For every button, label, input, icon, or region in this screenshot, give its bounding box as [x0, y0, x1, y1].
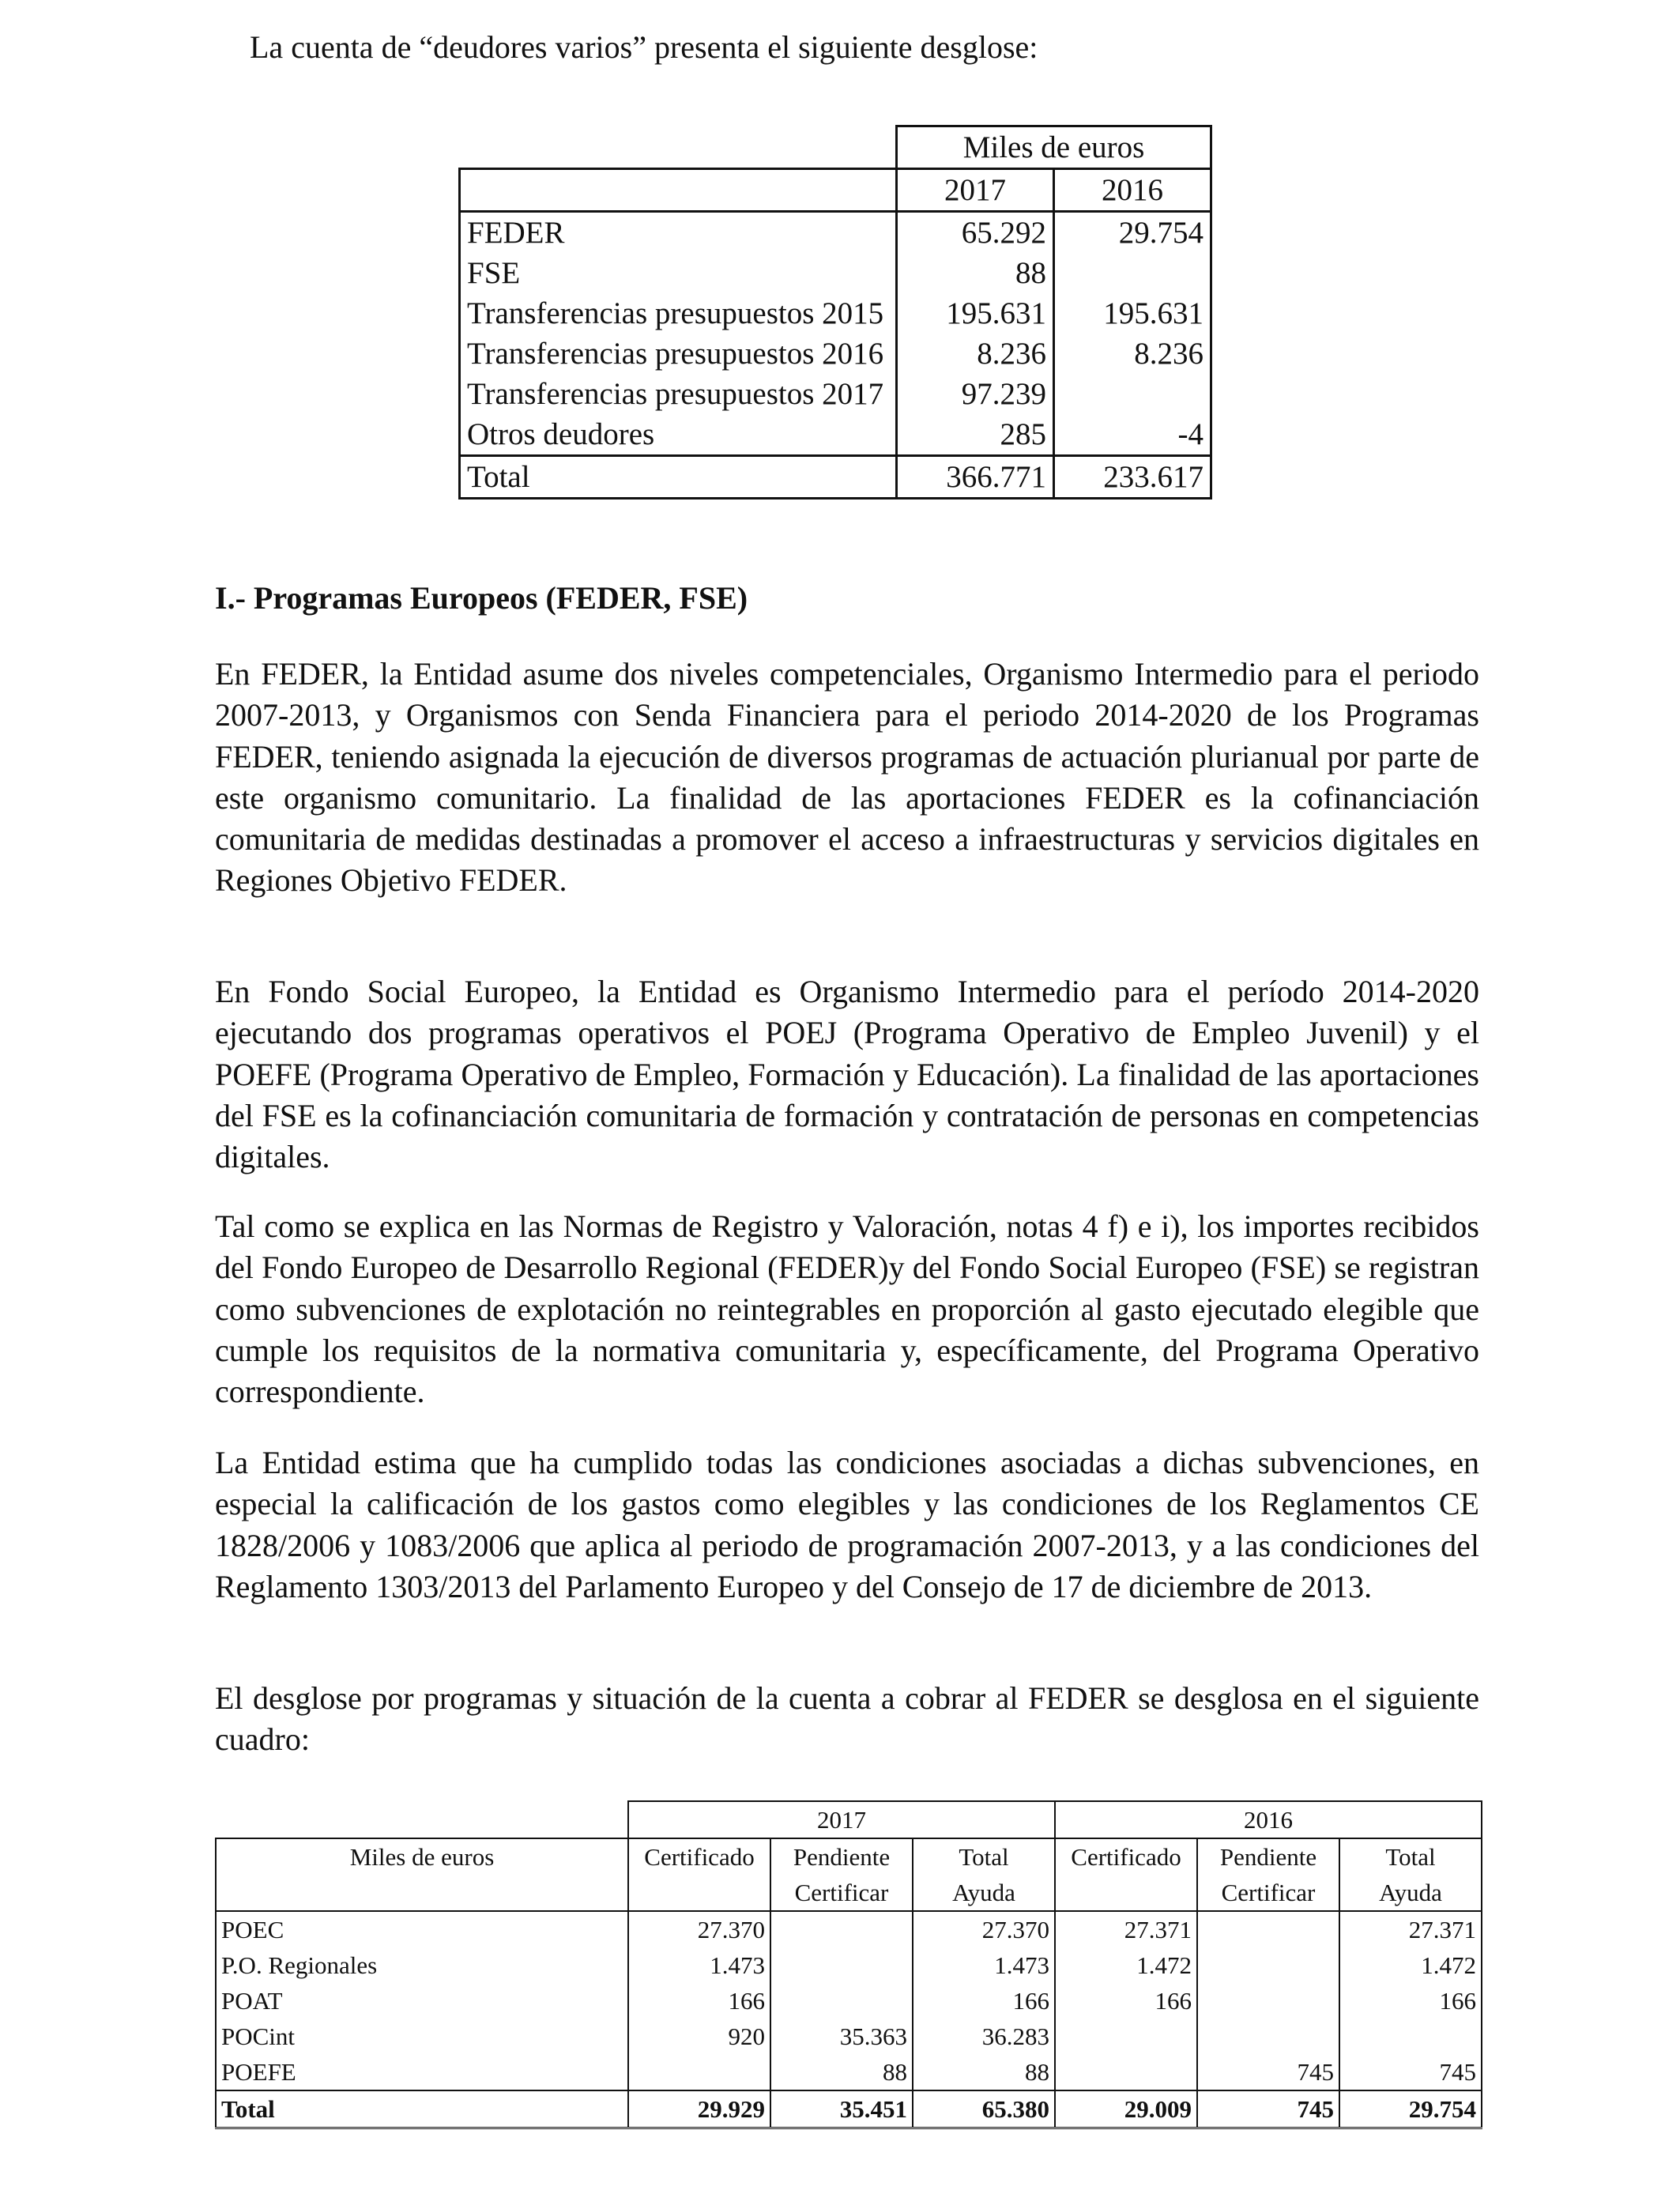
deudores-varios-table: [458, 125, 1212, 499]
row-cell: 88: [913, 2054, 1055, 2090]
row-cell: [628, 2054, 770, 2090]
row-cell: [770, 1983, 913, 2019]
row-cell: 166: [628, 1983, 770, 2019]
row-cell: 1.472: [1055, 1947, 1197, 1983]
row-cell: 27.370: [628, 1911, 770, 1947]
row-label: POAT: [216, 1983, 628, 2019]
col-header: Certificado: [1055, 1838, 1197, 1875]
row-cell: 745: [1339, 2054, 1482, 2090]
row-value-2017: 65.292: [897, 212, 1054, 254]
col-header: Ayuda: [1339, 1875, 1482, 1911]
row-cell: 920: [628, 2019, 770, 2054]
col-header: Pendiente: [1197, 1838, 1339, 1875]
table-row: [216, 1983, 1482, 2019]
row-value-2016: 8.236: [1054, 334, 1211, 374]
table-row: [460, 374, 1211, 414]
row-value-2017: 97.239: [897, 374, 1054, 414]
col-header: Pendiente: [770, 1838, 913, 1875]
table2-year-2016: 2016: [1055, 1801, 1482, 1838]
row-cell: 27.371: [1055, 1911, 1197, 1947]
table2-header-row-1: [216, 1838, 1482, 1875]
row-cell: 27.370: [913, 1911, 1055, 1947]
row-label: Transferencias presupuestos 2016: [460, 334, 897, 374]
row-value-2017: 88: [897, 253, 1054, 293]
col-header: Certificado: [628, 1838, 770, 1875]
row-value-2017: 285: [897, 414, 1054, 456]
row-cell: [770, 1911, 913, 1947]
paragraph-condiciones: La Entidad estima que ha cumplido todas las condiciones asociadas a dichas subvenciones, en especial la calificación de los gastos como elegibles y las condiciones de los Reglamentos CE 1828/2006 y 1083/2006 que aplica al periodo de programación 2007-2013, y a las condiciones del Reglamento 1303/2013 del Parlamento Europeo y del Consejo de 17 de diciembre de 2013.: [215, 1445, 1479, 1604]
total-label: Total: [460, 456, 897, 499]
col-header: Certificar: [770, 1875, 913, 1911]
table1-unit-header: Miles de euros: [897, 126, 1211, 169]
row-value-2016: 29.754: [1054, 212, 1211, 254]
row-cell: 1.472: [1339, 1947, 1482, 1983]
row-label: P.O. Regionales: [216, 1947, 628, 1983]
row-cell: 1.473: [628, 1947, 770, 1983]
col-header: [1055, 1875, 1197, 1911]
paragraph-feder: En FEDER, la Entidad asume dos niveles competenciales, Organismo Intermedio para el periodo 2007-2013, y Organismos con Senda Financiera para el periodo 2014-2020 de los Programas FEDER, teniendo asignada la ejecución de diversos programas de actuación plurianual por parte de este organismo comunitario. La finalidad de las aportaciones FEDER es la cofinanciación comunitaria de medidas destinadas a promover el acceso a infraestructuras y servicios digitales en Regiones Objetivo FEDER.: [215, 656, 1479, 899]
row-label: FSE: [460, 253, 897, 293]
row-cell: [1197, 1911, 1339, 1947]
total-label: Total: [216, 2090, 628, 2128]
table-row: [460, 414, 1211, 456]
col-header: Certificar: [1197, 1875, 1339, 1911]
table2-year-2017: 2017: [628, 1801, 1055, 1838]
row-cell: [1339, 2019, 1482, 2054]
col-header: [628, 1875, 770, 1911]
total-cell: 65.380: [913, 2090, 1055, 2128]
row-value-2017: 195.631: [897, 293, 1054, 334]
total-cell: 29.929: [628, 2090, 770, 2128]
row-value-2016: [1054, 253, 1211, 293]
row-cell: [1055, 2019, 1197, 2054]
table1-year-2016: 2016: [1054, 169, 1211, 212]
row-label: Transferencias presupuestos 2017: [460, 374, 897, 414]
row-cell: 35.363: [770, 2019, 913, 2054]
row-cell: 745: [1197, 2054, 1339, 2090]
row-cell: [1197, 1947, 1339, 1983]
table1-year-row: [460, 169, 1211, 212]
row-label: POCint: [216, 2019, 628, 2054]
table-row: [460, 293, 1211, 334]
paragraph-desglose: El desglose por programas y situación de la cuenta a cobrar al FEDER se desglosa en el siguiente cuadro:: [215, 1680, 1479, 1758]
row-cell: [1055, 2054, 1197, 2090]
col-header: Total: [1339, 1838, 1482, 1875]
table2-unit-label: Miles de euros: [216, 1838, 628, 1875]
col-header: Total: [913, 1838, 1055, 1875]
row-cell: [1197, 2019, 1339, 2054]
table-row: [216, 2054, 1482, 2090]
table2-header-row-2: [216, 1875, 1482, 1911]
total-cell: 29.754: [1339, 2090, 1482, 2128]
table-row: [216, 1911, 1482, 1947]
row-label: Otros deudores: [460, 414, 897, 456]
row-value-2016: -4: [1054, 414, 1211, 456]
total-value-2016: 233.617: [1054, 456, 1211, 499]
table-row: [216, 2019, 1482, 2054]
table1-total-row: [460, 456, 1211, 499]
row-cell: [770, 1947, 913, 1983]
paragraph-normas: Tal como se explica en las Normas de Registro y Valoración, notas 4 f) e i), los importes recibidos del Fondo Europeo de Desarrollo Regional (FEDER)y del Fondo Social Europeo (FSE) se registran como subvenciones de explotación no reintegrables en proporción al gasto ejecutado elegible que cumple los requisitos de la normativa comunitaria y, específicamente, del Programa Operativo correspondiente.: [215, 1208, 1479, 1410]
table-row: [216, 1947, 1482, 1983]
row-value-2017: 8.236: [897, 334, 1054, 374]
table2-year-row: [216, 1801, 1482, 1838]
table-row: [460, 212, 1211, 254]
row-cell: 166: [913, 1983, 1055, 2019]
paragraph-fse: En Fondo Social Europeo, la Entidad es Organismo Intermedio para el período 2014-2020 ejecutando dos programas operativos el POEJ (Programa Operativo de Empleo Juvenil) y el POEFE (Programa Operativo de Empleo, Formación y Educación). La finalidad de las aportaciones del FSE es la cofinanciación comunitaria de formación y contratación de personas en competencias digitales.: [215, 974, 1479, 1175]
section-heading: I.- Programas Europeos (FEDER, FSE): [215, 580, 748, 616]
feder-programas-table: [215, 1800, 1482, 2129]
row-label: POEC: [216, 1911, 628, 1947]
row-label: Transferencias presupuestos 2015: [460, 293, 897, 334]
total-value-2017: 366.771: [897, 456, 1054, 499]
row-cell: 1.473: [913, 1947, 1055, 1983]
table1-year-2017: 2017: [897, 169, 1054, 212]
total-cell: 745: [1197, 2090, 1339, 2128]
row-cell: 166: [1055, 1983, 1197, 2019]
row-value-2016: 195.631: [1054, 293, 1211, 334]
row-value-2016: [1054, 374, 1211, 414]
table-row: [460, 334, 1211, 374]
row-label: POEFE: [216, 2054, 628, 2090]
row-label: FEDER: [460, 212, 897, 254]
total-cell: 29.009: [1055, 2090, 1197, 2128]
total-cell: 35.451: [770, 2090, 913, 2128]
row-cell: 88: [770, 2054, 913, 2090]
table2-total-row: [216, 2090, 1482, 2128]
row-cell: 27.371: [1339, 1911, 1482, 1947]
table1-unit-row: [460, 126, 1211, 169]
row-cell: 166: [1339, 1983, 1482, 2019]
table-row: [460, 253, 1211, 293]
intro-text: La cuenta de “deudores varios” presenta el siguiente desglose:: [250, 29, 1038, 65]
row-cell: [1197, 1983, 1339, 2019]
col-header: Ayuda: [913, 1875, 1055, 1911]
row-cell: 36.283: [913, 2019, 1055, 2054]
